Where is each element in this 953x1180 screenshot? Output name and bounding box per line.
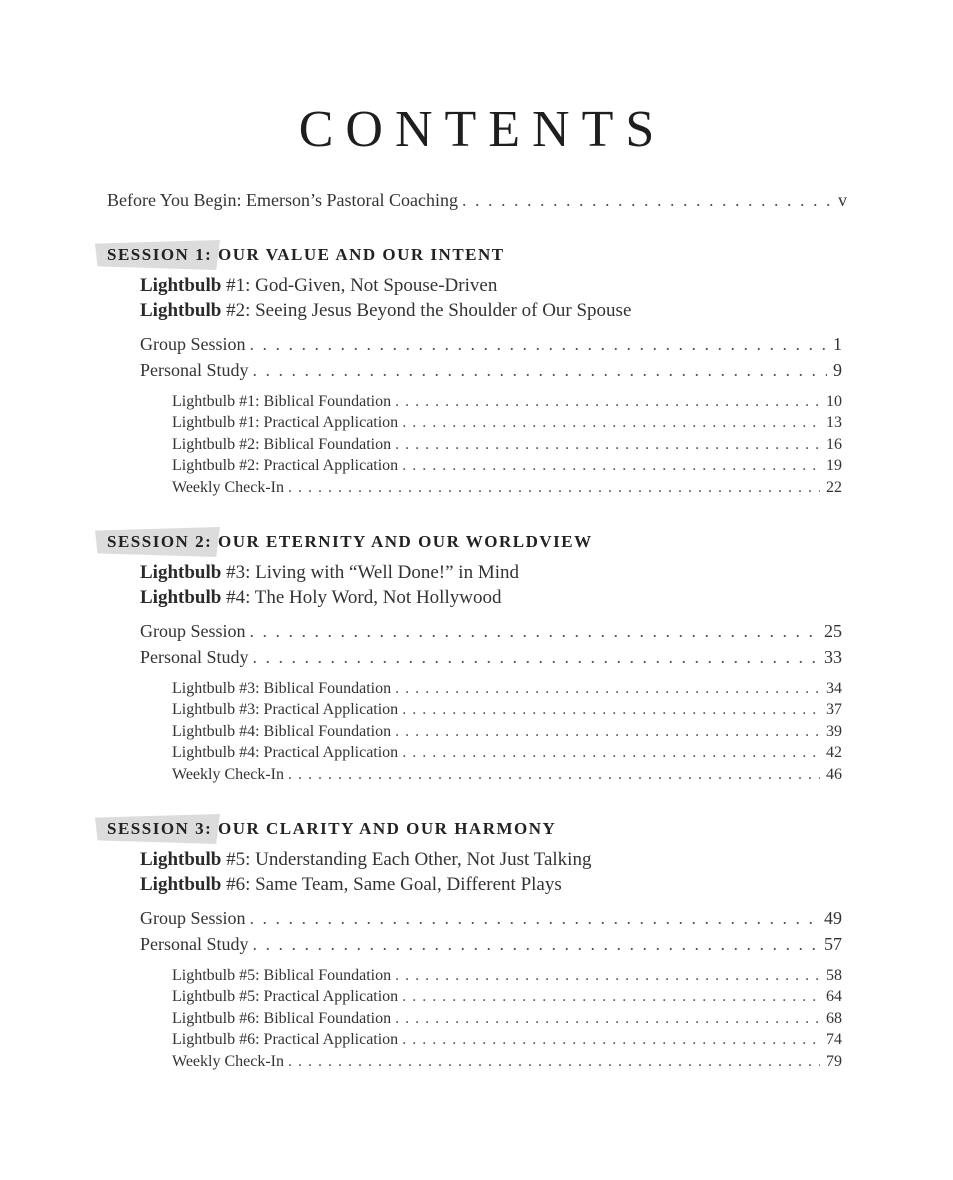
dot-leader [253, 360, 827, 381]
toc-subentry[interactable] [172, 701, 842, 719]
lightbulb-line [140, 299, 631, 323]
toc-entry-page: 39 [826, 723, 842, 740]
toc-entry[interactable] [140, 934, 842, 955]
toc-entry[interactable] [140, 647, 842, 668]
toc-entry-page: 57 [824, 934, 842, 954]
dot-leader [288, 479, 820, 497]
session-heading [95, 527, 593, 557]
dot-leader [402, 1031, 820, 1049]
lightbulb-prefix: Lightbulb [140, 874, 222, 895]
toc-entry-label: Lightbulb #1: Biblical Foundation [172, 393, 392, 410]
toc-entry-intro[interactable] [107, 190, 847, 211]
toc-subentry[interactable] [172, 967, 842, 985]
dot-leader [402, 988, 820, 1006]
lightbulb-number: #2: [221, 300, 251, 321]
dot-leader [288, 766, 820, 784]
toc-entry[interactable] [140, 360, 842, 381]
dot-leader [402, 744, 820, 762]
toc-entry-label: Lightbulb #2: Practical Application [172, 457, 399, 474]
toc-entry-page: 58 [826, 967, 842, 984]
session-heading [95, 814, 557, 844]
toc-entry-page: 13 [826, 414, 842, 431]
toc-entry-label: Lightbulb #6: Practical Application [172, 1031, 399, 1048]
toc-entry-label: Lightbulb #3: Practical Application [172, 701, 399, 718]
lightbulb-line [140, 848, 591, 872]
toc-entry-page: 25 [824, 621, 842, 641]
toc-entry-page: 33 [824, 647, 842, 667]
toc-entry-label: Weekly Check-In [172, 766, 284, 783]
toc-subentry[interactable] [172, 988, 842, 1006]
dot-leader [253, 934, 818, 955]
toc-entry[interactable] [140, 621, 842, 642]
toc-entry-label: Lightbulb #5: Biblical Foundation [172, 967, 392, 984]
dot-leader [250, 908, 818, 929]
toc-entry-page: 79 [826, 1053, 842, 1070]
toc-entry-page: v [838, 190, 847, 210]
toc-subentry[interactable] [172, 457, 842, 475]
dot-leader [395, 680, 820, 698]
dot-leader [250, 334, 827, 355]
dot-leader [250, 621, 818, 642]
toc-entry-label: Weekly Check-In [172, 1053, 284, 1070]
toc-entry-page: 74 [826, 1031, 842, 1048]
lightbulb-line [140, 561, 519, 585]
toc-entry-label: Lightbulb #6: Biblical Foundation [172, 1010, 392, 1027]
toc-subentry[interactable] [172, 479, 842, 497]
session-heading [95, 240, 505, 270]
toc-entry-page: 22 [826, 479, 842, 496]
dot-leader [395, 967, 820, 985]
dot-leader [462, 190, 832, 211]
toc-entry-label: Lightbulb #4: Practical Application [172, 744, 399, 761]
lightbulb-number: #1: [221, 275, 251, 296]
dot-leader [402, 701, 820, 719]
lightbulb-line [140, 586, 501, 610]
toc-entry-label: Lightbulb #5: Practical Application [172, 988, 399, 1005]
lightbulb-text: God-Given, Not Spouse-Driven [250, 275, 498, 296]
lightbulb-text: Living with “Well Done!” in Mind [250, 562, 520, 583]
lightbulb-prefix: Lightbulb [140, 275, 222, 296]
lightbulb-prefix: Lightbulb [140, 587, 222, 608]
toc-entry-page: 46 [826, 766, 842, 783]
lightbulb-number: #6: [221, 874, 251, 895]
toc-entry-label: Before You Begin: Emerson’s Pastoral Coaching [107, 190, 458, 210]
dot-leader [402, 457, 820, 475]
lightbulb-number: #4: [221, 587, 251, 608]
toc-entry-label: Lightbulb #1: Practical Application [172, 414, 399, 431]
session-title: SESSION 1: OUR VALUE AND OUR INTENT [107, 245, 505, 264]
toc-subentry[interactable] [172, 393, 842, 411]
toc-entry-label: Personal Study [140, 360, 249, 380]
toc-entry-page: 49 [824, 908, 842, 928]
lightbulb-line [140, 274, 497, 298]
dot-leader [395, 393, 820, 411]
page-title: CONTENTS [298, 101, 667, 158]
toc-entry-page: 68 [826, 1010, 842, 1027]
toc-entry-page: 34 [826, 680, 842, 697]
toc-subentry[interactable] [172, 680, 842, 698]
toc-entry-label: Personal Study [140, 934, 249, 954]
toc-subentry[interactable] [172, 1053, 842, 1071]
toc-entry-page: 10 [826, 393, 842, 410]
toc-entry-page: 1 [833, 334, 842, 354]
toc-subentry[interactable] [172, 1010, 842, 1028]
toc-subentry[interactable] [172, 1031, 842, 1049]
session-title: SESSION 2: OUR ETERNITY AND OUR WORLDVIEW [107, 532, 593, 551]
dot-leader [253, 647, 818, 668]
lightbulb-text: The Holy Word, Not Hollywood [250, 587, 502, 608]
lightbulb-text: Seeing Jesus Beyond the Shoulder of Our Spouse [250, 300, 632, 321]
toc-entry-label: Lightbulb #3: Biblical Foundation [172, 680, 392, 697]
dot-leader [402, 414, 820, 432]
dot-leader [395, 436, 820, 454]
toc-entry-label: Lightbulb #2: Biblical Foundation [172, 436, 392, 453]
toc-entry-label: Group Session [140, 908, 246, 928]
toc-entry-label: Weekly Check-In [172, 479, 284, 496]
toc-subentry[interactable] [172, 414, 842, 432]
dot-leader [395, 1010, 820, 1028]
toc-entry-page: 16 [826, 436, 842, 453]
toc-entry-label: Lightbulb #4: Biblical Foundation [172, 723, 392, 740]
toc-entry-label: Personal Study [140, 647, 249, 667]
toc-entry[interactable] [140, 334, 842, 355]
toc-entry-page: 64 [826, 988, 842, 1005]
lightbulb-number: #5: [221, 849, 251, 870]
session-title: SESSION 3: OUR CLARITY AND OUR HARMONY [107, 819, 557, 838]
lightbulb-text: Same Team, Same Goal, Different Plays [250, 874, 562, 895]
toc-entry-page: 37 [826, 701, 842, 718]
lightbulb-prefix: Lightbulb [140, 849, 222, 870]
dot-leader [395, 723, 820, 741]
toc-entry-label: Group Session [140, 621, 246, 641]
lightbulb-number: #3: [221, 562, 251, 583]
toc-subentry[interactable] [172, 744, 842, 762]
toc-subentry[interactable] [172, 723, 842, 741]
lightbulb-line [140, 873, 562, 897]
toc-entry[interactable] [140, 908, 842, 929]
lightbulb-text: Understanding Each Other, Not Just Talking [250, 849, 592, 870]
toc-subentry[interactable] [172, 436, 842, 454]
toc-entry-label: Group Session [140, 334, 246, 354]
toc-entry-page: 19 [826, 457, 842, 474]
dot-leader [288, 1053, 820, 1071]
toc-entry-page: 9 [833, 360, 842, 380]
lightbulb-prefix: Lightbulb [140, 300, 222, 321]
lightbulb-prefix: Lightbulb [140, 562, 222, 583]
toc-subentry[interactable] [172, 766, 842, 784]
toc-entry-page: 42 [826, 744, 842, 761]
